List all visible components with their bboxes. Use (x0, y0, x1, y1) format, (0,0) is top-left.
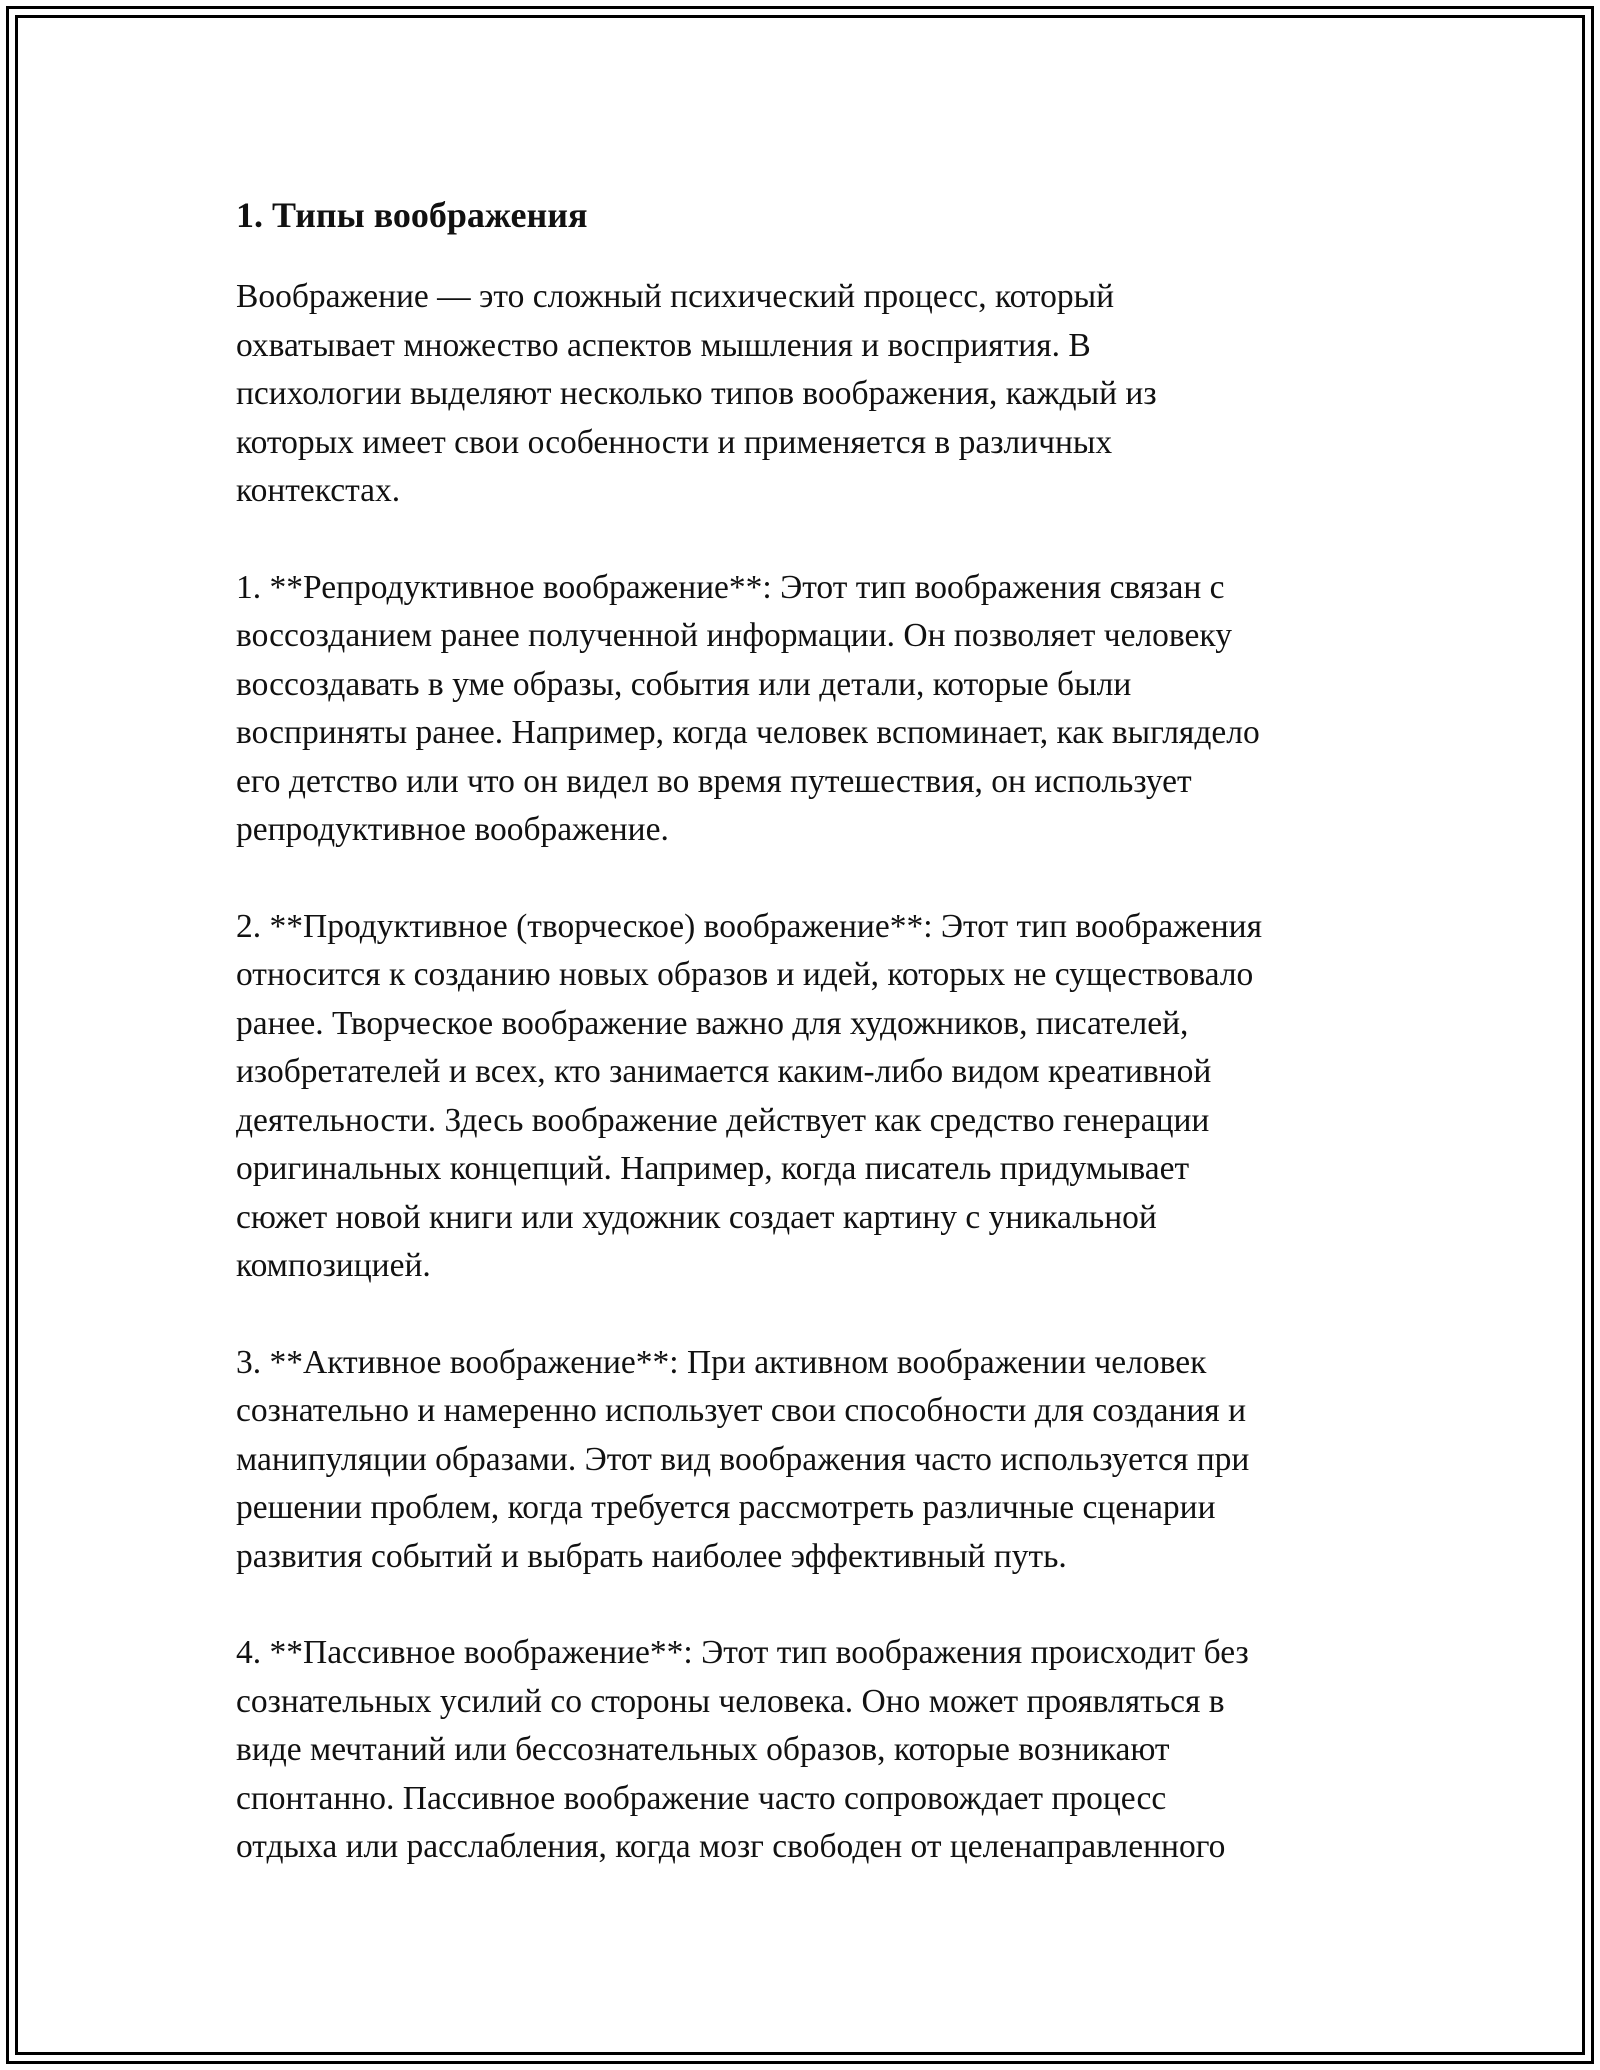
document-body (236, 190, 1386, 1920)
passive-imagination-paragraph: 4. **Пассивное воображение**: Этот тип воображения происходит без сознательных усилий со стороны человека. Оно может проявляться в виде мечтаний или бессознательных образов, которые возникают спонтанно. Пассивное воображение часто сопровождает процесс отдыха или расслабления, когда мозг свободен от целенаправленного (236, 1634, 1249, 1865)
reproductive-imagination-paragraph: 1. **Репродуктивное воображение**: Этот тип воображения связан с воссозданием ранее полученной информации. Он позволяет человеку воссоздавать в уме образы, события или детали, которые были восприняты ранее. Например, когда человек вспоминает, как выглядело его детство или что он видел во время путешествия, он использует репродуктивное воображение. (236, 568, 1260, 848)
productive-imagination-paragraph: 2. **Продуктивное (творческое) воображение**: Этот тип воображения относится к созданию новых образов и идей, которых не существовало ранее. Творческое воображение важно для художников, писателей, изобретателей и всех, кто занимается каким-либо видом креативной деятельности. Здесь воображение действует как средство генерации оригинальных концепций. Например, когда писатель придумывает сюжет новой книги или художник создает картину с уникальной композицией. (236, 907, 1263, 1284)
active-imagination-paragraph: 3. **Активное воображение**: При активном воображении человек сознательно и намеренно использует свои способности для создания и манипуляции образами. Этот вид воображения часто используется при решении проблем, когда требуется рассмотреть различные сценарии развития событий и выбрать наиболее эффективный путь. (236, 1343, 1250, 1575)
intro-paragraph: Воображение — это сложный психический процесс, который охватывает множество аспектов мышления и восприятия. В психологии выделяют несколько типов воображения, каждый из которых имеет свои особенности и применяется в различных контекстах. (236, 278, 1157, 509)
section-heading: 1. Типы воображения (236, 195, 588, 235)
